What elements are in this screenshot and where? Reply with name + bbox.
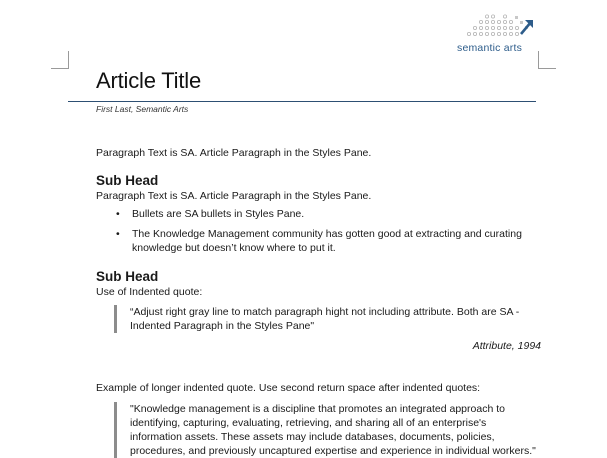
semantic-arts-logo [455, 14, 535, 56]
quote-2-text: "Knowledge management is a discipline that promotes an integrated approach to identifying, capturing, evaluating, retrieving, and sharing all of an enterprise's information assets. These assets may include databases, documents, policies, procedures, and previously uncaptured expertise and experience in individual workers." [130, 403, 536, 457]
article-body [96, 146, 541, 458]
indented-quote-2 [114, 402, 541, 458]
bullet-text: Bullets are SA bullets in Styles Pane. [132, 208, 305, 220]
quote-1-text: “Adjust right gray line to match paragraph hight not including attribute. Both are SA - Indented Paragraph in the Styles Pane" [130, 306, 520, 332]
bullet-icon: • [116, 228, 120, 240]
logo-dot-grid-icon [465, 14, 535, 42]
quote-intro: Use of Indented quote: [96, 286, 203, 298]
logo-wordmark: semantic arts [457, 42, 523, 54]
crop-mark-top-right [538, 51, 556, 69]
bullet-text: The Knowledge Management community has gotten good at extracting and curating knowledge but doesn’t know where to put it. [132, 228, 522, 254]
article-title: Article Title [96, 68, 201, 93]
list-item [116, 207, 541, 221]
long-quote-intro: Example of longer indented quote. Use second return space after indented quotes: [96, 382, 481, 394]
bullet-list [96, 207, 541, 255]
bullet-icon: • [116, 208, 120, 220]
title-divider [68, 101, 536, 102]
sub-head-2: Sub Head [96, 269, 159, 284]
list-item [116, 227, 541, 255]
sub-head-1: Sub Head [96, 173, 159, 188]
quote-attribution: Attribute, 1994 [472, 340, 541, 352]
indented-quote-1 [114, 305, 541, 333]
paragraph-2: Paragraph Text is SA. Article Paragraph in the Styles Pane. [96, 190, 372, 202]
article-byline: First Last, Semantic Arts [96, 104, 189, 114]
crop-mark-top-left [51, 51, 69, 69]
paragraph-1: Paragraph Text is SA. Article Paragraph in the Styles Pane. [96, 147, 372, 159]
